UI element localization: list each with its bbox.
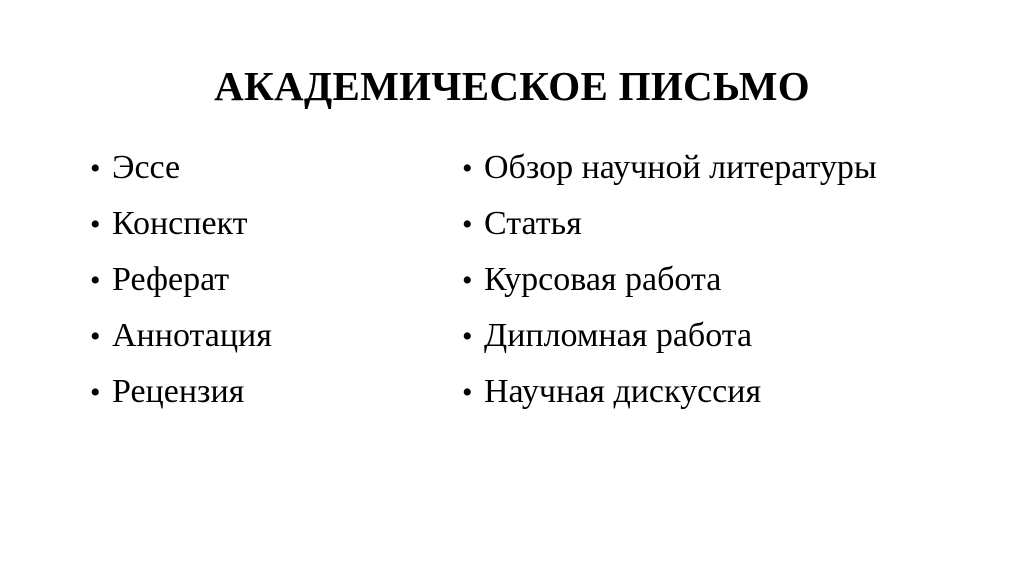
left-list: [90, 143, 272, 423]
list-item-label: Статья: [484, 205, 582, 242]
bullet-icon: •: [462, 376, 473, 409]
list-item: [90, 143, 272, 199]
list-item: [462, 143, 877, 199]
bullet-icon: •: [462, 208, 473, 241]
list-item-label: Обзор научной литературы: [484, 149, 877, 186]
list-item-label: Дипломная работа: [484, 317, 753, 354]
list-item: [462, 367, 877, 423]
list-item-label: Научная дискуссия: [484, 373, 762, 410]
list-item: [90, 255, 272, 311]
list-item: [462, 199, 877, 255]
list-item-label: Эссе: [112, 149, 181, 186]
bullet-icon: •: [462, 152, 473, 185]
list-item-label: Рецензия: [112, 373, 245, 410]
bullet-icon: •: [462, 320, 473, 353]
list-item-label: Курсовая работа: [484, 261, 722, 298]
bullet-icon: •: [462, 264, 473, 297]
list-item-label: Реферат: [112, 261, 230, 298]
right-list: [462, 143, 877, 423]
bullet-icon: •: [90, 320, 101, 353]
list-item-label: Аннотация: [112, 317, 272, 354]
bullet-icon: •: [90, 208, 101, 241]
list-item: [462, 255, 877, 311]
list-item: [90, 367, 272, 423]
bullet-icon: •: [90, 264, 101, 297]
slide-title: АКАДЕМИЧЕСКОЕ ПИСЬМО: [214, 63, 810, 109]
bullet-icon: •: [90, 152, 101, 185]
list-item: [90, 199, 272, 255]
list-item-label: Конспект: [112, 205, 248, 242]
list-item: [462, 311, 877, 367]
bullet-icon: •: [90, 376, 101, 409]
list-item: [90, 311, 272, 367]
